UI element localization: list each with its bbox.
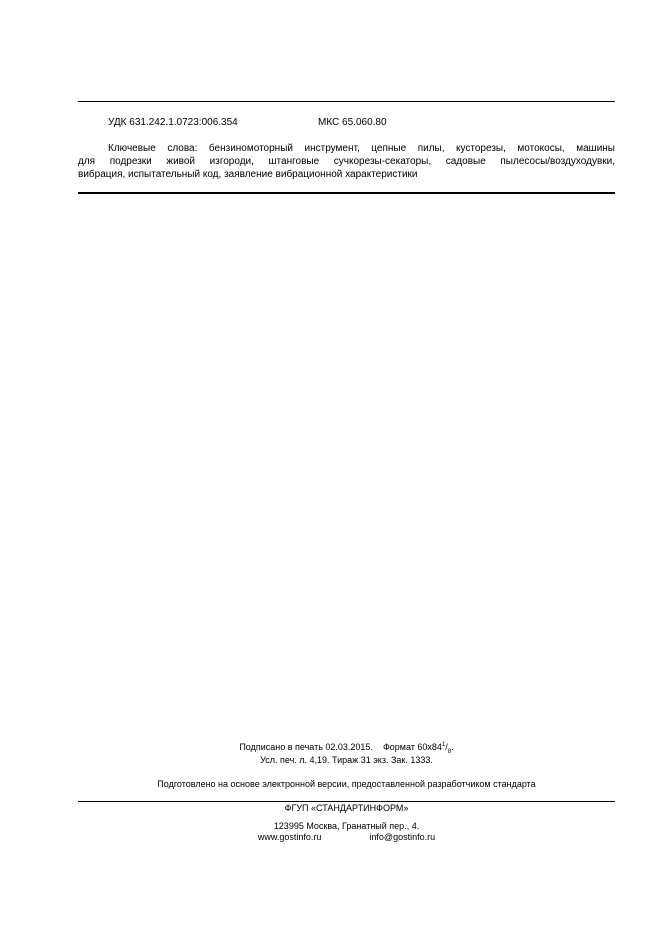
print-conditions: Усл. печ. л. 4,19. Тираж 31 экз. Зак. 1333. (260, 755, 433, 765)
format-numerator: 1 (441, 742, 446, 748)
website-link[interactable]: www.gostinfo.ru (257, 832, 322, 842)
format-label: Формат 60x84 (382, 742, 442, 752)
bottom-divider (78, 192, 615, 194)
signed-line: Подписано в печать 02.03.2015. Формат $60x84^1/_8$. (239, 742, 454, 755)
format-denominator: 8 (447, 748, 452, 755)
footer-divider (78, 801, 615, 802)
email-link[interactable]: info@gostinfo.ru (369, 832, 436, 842)
keywords-paragraph (78, 142, 615, 181)
udk-code: УДК 631.242.1.0723:006.354 (108, 117, 238, 128)
signed-date: Подписано в печать 02.03.2015. (239, 742, 373, 752)
keywords-line: Ключевые слова: бензиномоторный инструмент, цепные пилы, кусторезы, мотокосы, машины (108, 143, 615, 154)
format-end: . (451, 742, 454, 752)
mks-code: МКС 65.060.80 (318, 117, 387, 128)
publisher-contacts (78, 832, 615, 843)
top-divider (78, 101, 615, 102)
prepared-note: Подготовлено на основе электронной версии, предоставленной разработчиком стандарта (157, 779, 536, 789)
publisher-name: ФГУП «СТАНДАРТИНФОРМ» (284, 803, 409, 813)
keywords-line: вибрация, испытательный код, заявление вибрационной характеристики (78, 169, 418, 180)
classification-line (108, 117, 387, 129)
publisher-address: 123995 Москва, Гранатный пер., 4. (273, 821, 420, 831)
keywords-line: для подрезки живой изгороди, штанговые сучкорезы-секаторы, садовые пылесосы/воздуходувки, (78, 156, 615, 167)
